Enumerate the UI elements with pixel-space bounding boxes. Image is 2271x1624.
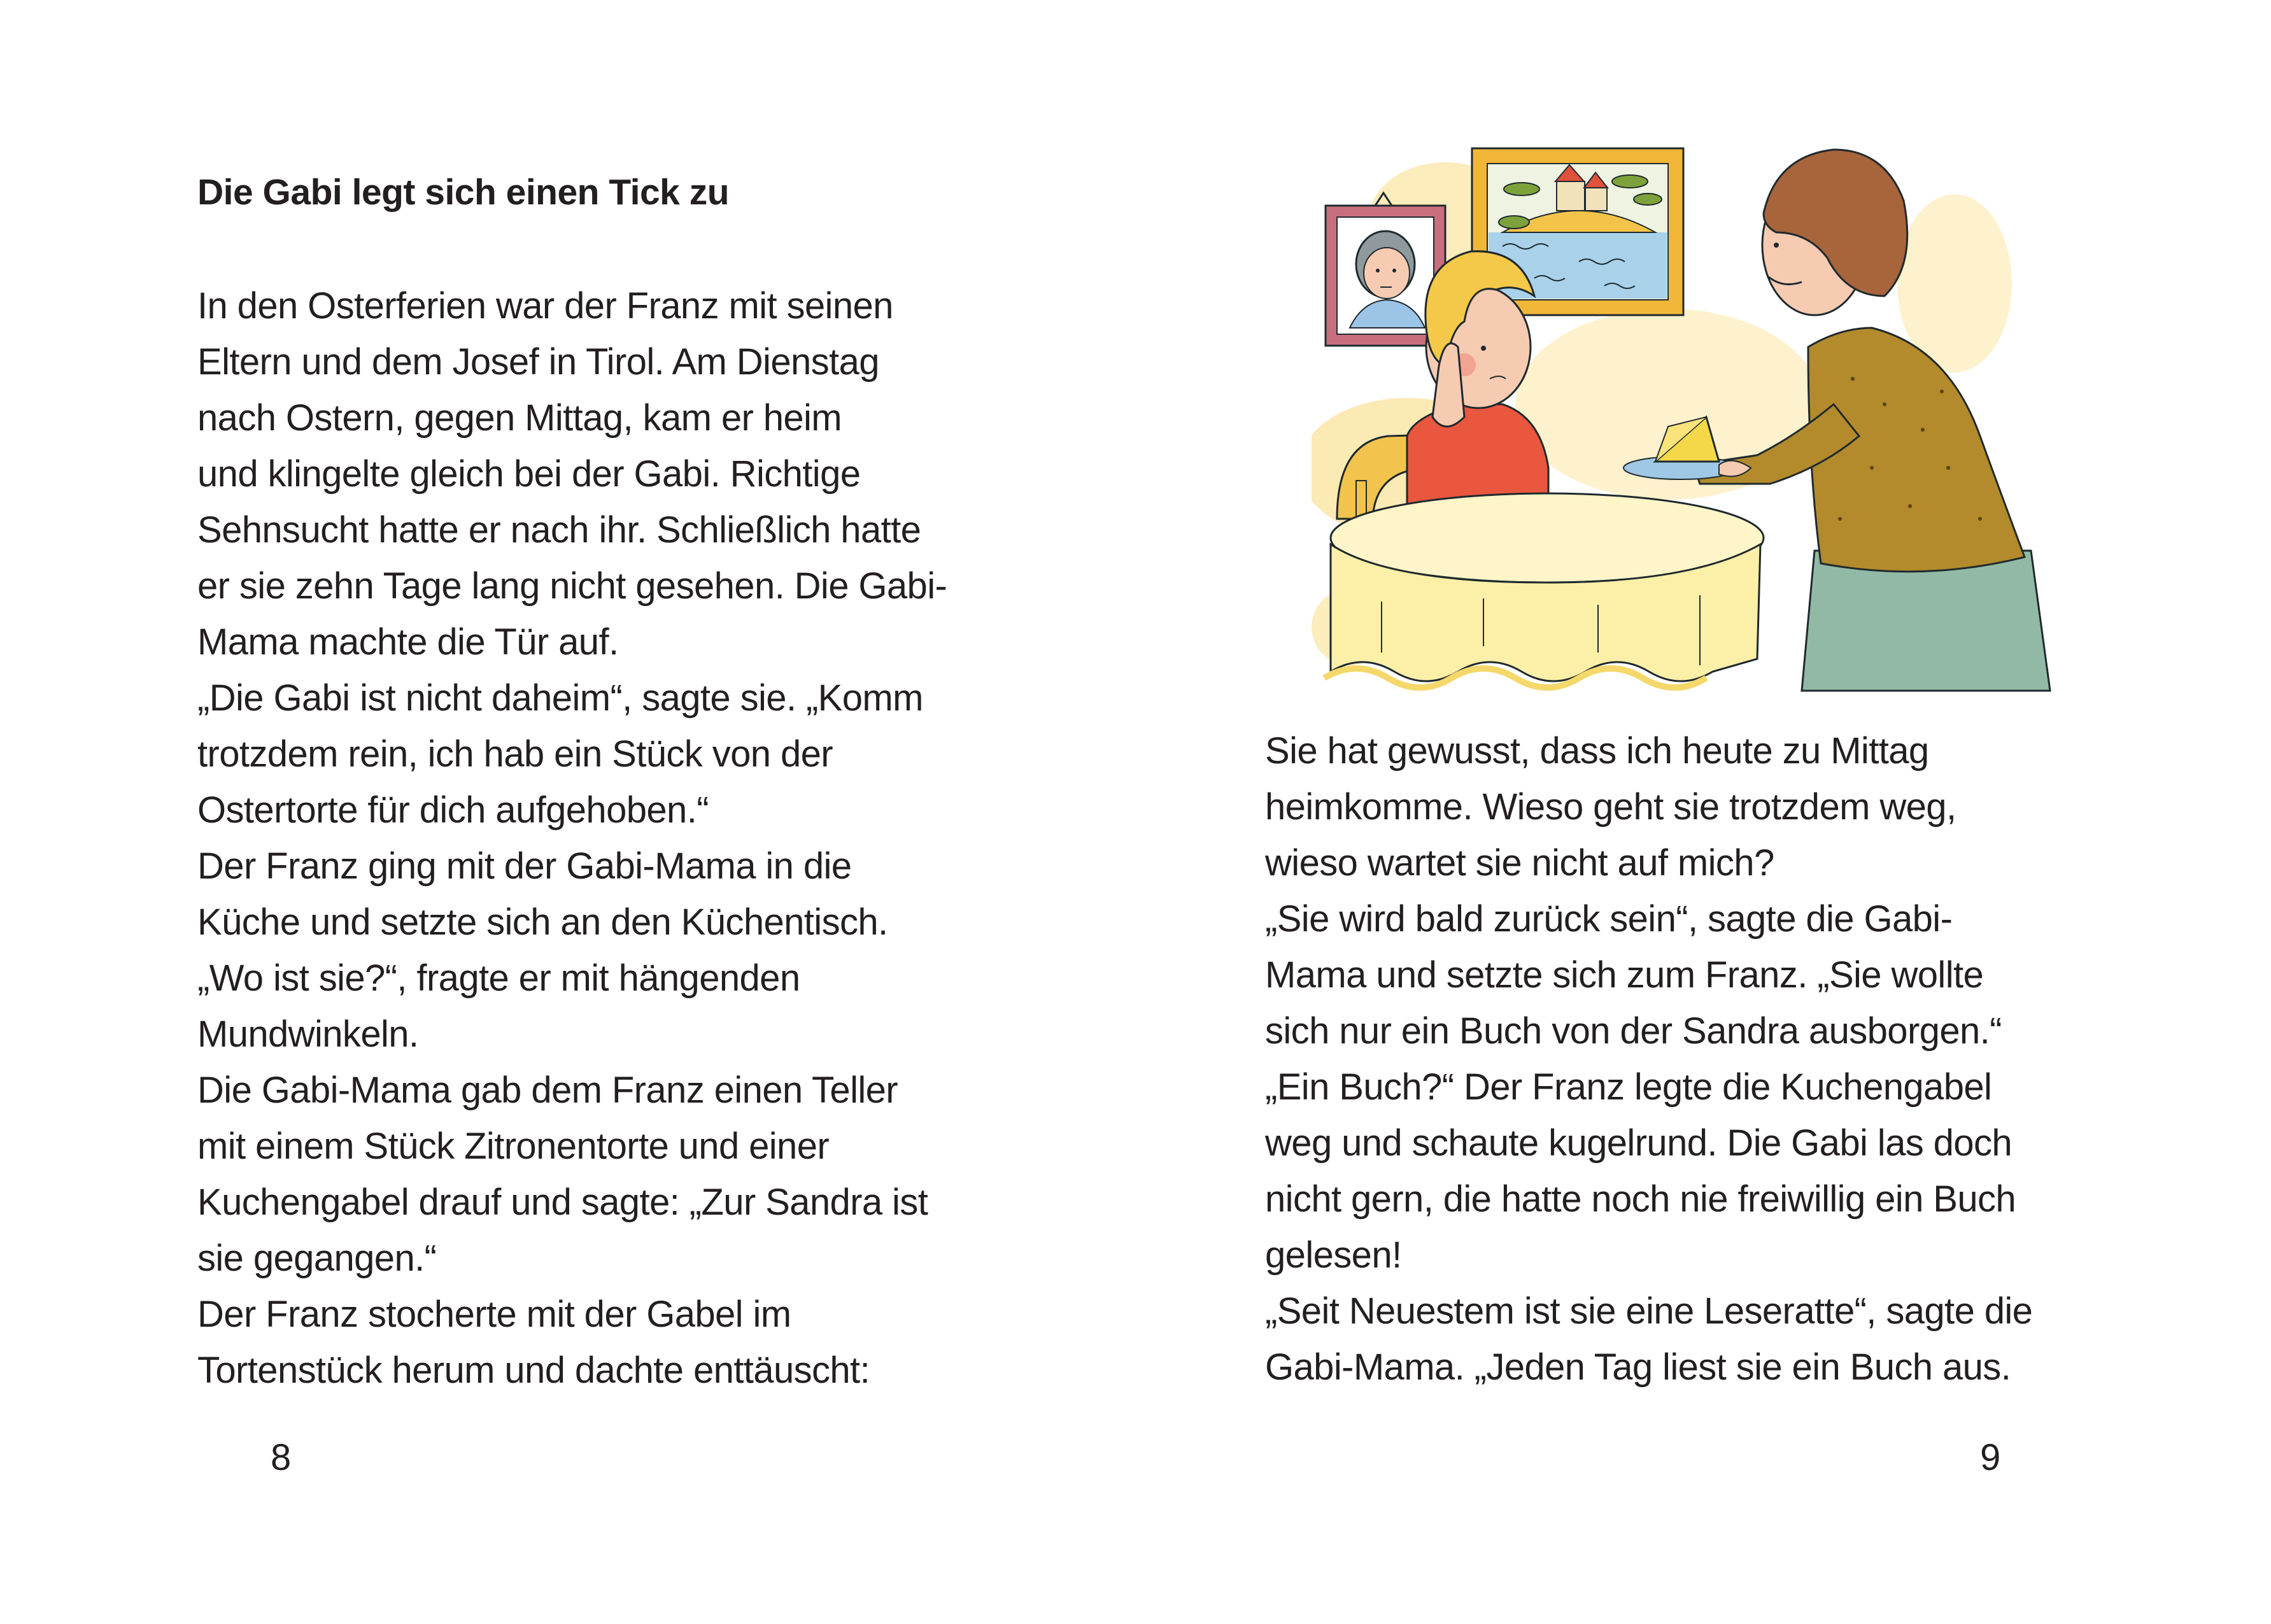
text-line: „Wo ist sie?“, fragte er mit hängenden: [197, 957, 800, 999]
text-line: mit einem Stück Zitronentorte und einer: [197, 1126, 830, 1167]
text-line: Küche und setzte sich an den Küchentisch.: [197, 901, 888, 943]
text-line: Kuchengabel drauf und sagte: „Zur Sandra ist: [197, 1182, 928, 1223]
right-page: [1135, 0, 2271, 1624]
text-line: Der Franz stocherte mit der Gabel im: [197, 1294, 791, 1335]
text-line: trotzdem rein, ich hab ein Stück von der: [197, 733, 833, 775]
text-line: „Seit Neuestem ist sie eine Leseratte“, sagte die: [1265, 1290, 2033, 1332]
text-line: und klingelte gleich bei der Gabi. Richtige: [197, 453, 861, 495]
right-page-text: [1265, 723, 2032, 1395]
island-picture-frame: [1472, 148, 1683, 315]
text-line: gelesen!: [1265, 1234, 1402, 1276]
text-line: heimkomme. Wieso geht sie trotzdem weg,: [1265, 786, 1956, 828]
text-line: nach Ostern, gegen Mittag, kam er heim: [197, 397, 842, 439]
text-line: Ostertorte für dich aufgehoben.“: [197, 789, 709, 831]
text-line: „Die Gabi ist nicht daheim“, sagte sie. „Komm: [197, 677, 923, 719]
page-number-left: 8: [271, 1437, 292, 1478]
text-line: Die Gabi-Mama gab dem Franz einen Teller: [197, 1070, 898, 1111]
kitchen-scene-illustration: [1312, 137, 2069, 697]
text-line: Tortenstück herum und dachte enttäuscht:: [197, 1350, 870, 1391]
text-line: er sie zehn Tage lang nicht gesehen. Die Gabi-: [197, 565, 947, 607]
table: [1324, 493, 1764, 688]
text-line: Sie hat gewusst, dass ich heute zu Mittag: [1265, 730, 1929, 772]
text-line: Mama und setzte sich zum Franz. „Sie wollte: [1265, 954, 1984, 996]
text-line: Mama machte die Tür auf.: [197, 621, 619, 663]
text-line: Gabi-Mama. „Jeden Tag liest sie ein Buch aus.: [1265, 1346, 2011, 1388]
page-number-right: 9: [1980, 1437, 2001, 1478]
text-line: nicht gern, die hatte noch nie freiwillig ein Buch: [1265, 1178, 2016, 1220]
text-line: sich nur ein Buch von der Sandra ausborgen.“: [1265, 1010, 2002, 1052]
text-line: Der Franz ging mit der Gabi-Mama in die: [197, 845, 852, 887]
text-line: In den Osterferien war der Franz mit seinen: [197, 285, 893, 327]
text-line: wieso wartet sie nicht auf mich?: [1265, 842, 1774, 884]
text-line: weg und schaute kugelrund. Die Gabi las doch: [1265, 1122, 2013, 1164]
text-line: sie gegangen.“: [197, 1238, 437, 1279]
text-line: Mundwinkeln.: [197, 1013, 419, 1055]
text-line: „Ein Buch?“ Der Franz legte die Kuchengabel: [1265, 1066, 1992, 1108]
chapter-title: Die Gabi legt sich einen Tick zu: [197, 172, 730, 213]
left-page: [0, 0, 1135, 1624]
left-page-text: [197, 278, 947, 1399]
text-line: „Sie wird bald zurück sein“, sagte die Gabi-: [1265, 898, 1953, 940]
text-line: Sehnsucht hatte er nach ihr. Schließlich hatte: [197, 509, 921, 551]
text-line: Eltern und dem Josef in Tirol. Am Dienstag: [197, 341, 879, 383]
